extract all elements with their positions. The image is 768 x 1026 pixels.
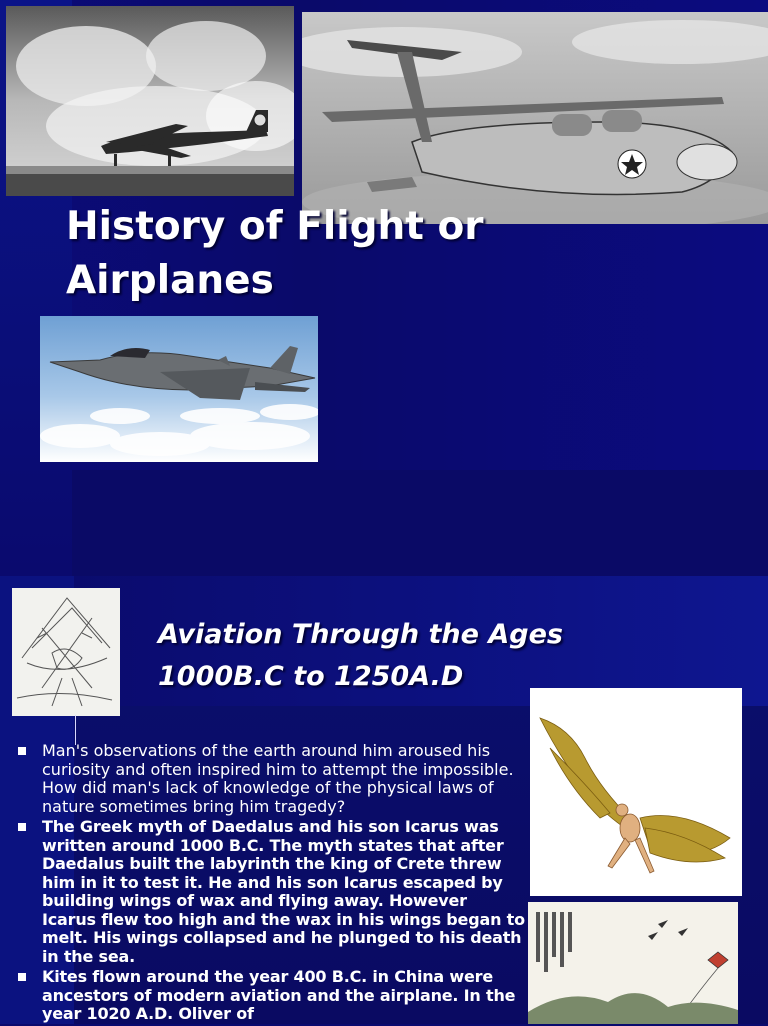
slide-2-title-line-1: Aviation Through the Ages [158,619,563,650]
slide-2-bullet-list [14,742,526,1026]
bullet-item [14,742,526,816]
bullet-square-icon [18,973,26,981]
slide-1-bottom-band [72,470,768,576]
bullet-item [14,818,526,966]
slide-2-title [158,614,628,698]
fighter-jet-photo [40,316,318,462]
bullet-square-icon [18,823,26,831]
chinese-kite-painting [528,902,738,1024]
flying-machine-sketch [12,588,120,716]
bullet-text: Man's observations of the earth around him aroused his curiosity and often inspired him to attempt the impossible. How did man's lack of knowledge of the physical laws of nature sometimes bring him tragedy? [42,741,514,816]
bullet-item [14,968,526,1024]
seaplane-photo [302,12,768,224]
bullet-text: Kites flown around the year 400 B.C. in China were ancestors of modern aviation and the airplane. In the year 1020 A.D. Oliver of [42,967,516,1023]
bullet-text: The Greek myth of Daedalus and his son Icarus was written around 1000 B.C. The myth states that after Daedalus built the labyrinth the king of Crete threw him in it to test it. He and his son Icarus escaped by building wings of wax and flying away. However Icarus flew too high and the wax in his wings began to melt. His wings collapsed and he plunged to his death in the sea. [42,817,525,966]
slide-1-title: History of Flight or Airplanes [66,204,484,303]
slide-2-title-line-2: 1000B.C to 1250A.D [158,661,464,692]
bullet-square-icon [18,747,26,755]
bomber-photo [6,6,294,196]
icarus-illustration [530,688,742,896]
